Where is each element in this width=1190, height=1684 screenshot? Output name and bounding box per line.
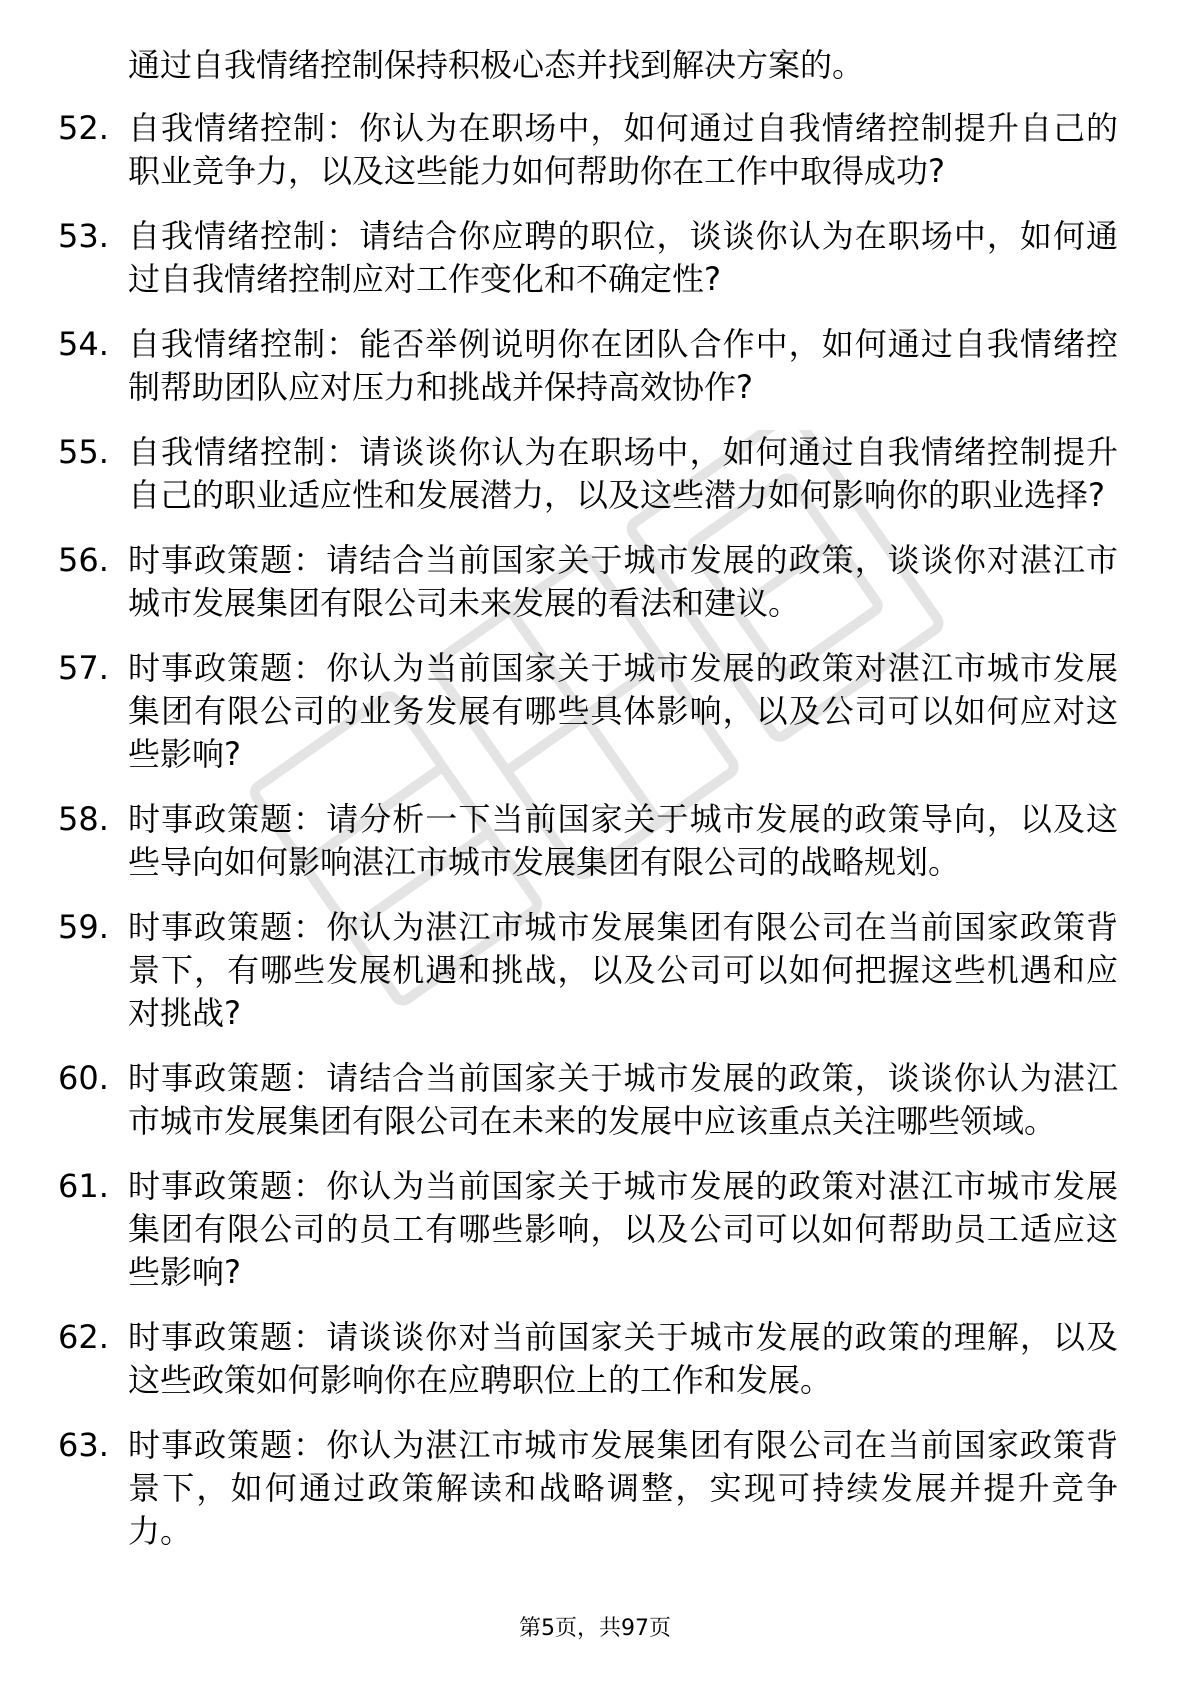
question-text: 自我情绪控制：你认为在职场中，如何通过自我情绪控制提升自己的职业竞争力，以及这些能力如何帮助你在工作中取得成功?: [128, 109, 1118, 190]
question-item: [58, 1424, 1118, 1553]
question-text: 时事政策题：你认为当前国家关于城市发展的政策对湛江市城市发展集团有限公司的员工有哪些影响，以及公司可以如何帮助员工适应这些影响?: [128, 1167, 1118, 1291]
page-number-footer: 第5页，共97页: [519, 1616, 671, 1641]
question-number: 60.: [58, 1059, 109, 1097]
question-item: [58, 323, 1118, 409]
question-text: 时事政策题：你认为湛江市城市发展集团有限公司在当前国家政策背景下，如何通过政策解读和战略调整，实现可持续发展并提升竞争力。: [128, 1426, 1118, 1550]
question-text: 自我情绪控制：能否举例说明你在团队合作中，如何通过自我情绪控制帮助团队应对压力和挑战并保持高效协作?: [128, 325, 1118, 406]
question-number: 58.: [58, 800, 109, 838]
question-text: 自我情绪控制：请谈谈你认为在职场中，如何通过自我情绪控制提升自己的职业适应性和发展潜力，以及这些潜力如何影响你的职业选择?: [128, 433, 1118, 514]
question-item: [58, 215, 1118, 301]
question-number: 53.: [58, 217, 109, 255]
question-number: 62.: [58, 1318, 109, 1356]
question-number: 61.: [58, 1167, 109, 1205]
question-text: 时事政策题：你认为湛江市城市发展集团有限公司在当前国家政策背景下，有哪些发展机遇和挑战，以及公司可以如何把握这些机遇和应对挑战?: [128, 908, 1118, 1032]
question-item: [58, 431, 1118, 517]
question-item: [58, 798, 1118, 884]
question-list: [58, 107, 1118, 1575]
question-item: [58, 647, 1118, 776]
question-number: 57.: [58, 649, 109, 687]
question-text: 时事政策题：你认为当前国家关于城市发展的政策对湛江市城市发展集团有限公司的业务发展有哪些具体影响，以及公司可以如何应对这些影响?: [128, 649, 1118, 773]
question-item: [58, 107, 1118, 193]
continuation-text: 通过自我情绪控制保持积极心态并找到解决方案的。: [128, 46, 865, 84]
question-number: 55.: [58, 433, 109, 471]
question-number: 52.: [58, 109, 109, 147]
question-item: [58, 1316, 1118, 1402]
question-text: 时事政策题：请分析一下当前国家关于城市发展的政策导向，以及这些导向如何影响湛江市城市发展集团有限公司的战略规划。: [128, 800, 1118, 881]
question-item: [58, 906, 1118, 1035]
question-number: 56.: [58, 541, 109, 579]
question-text: 时事政策题：请结合当前国家关于城市发展的政策，谈谈你认为湛江市城市发展集团有限公司在未来的发展中应该重点关注哪些领域。: [128, 1059, 1118, 1140]
question-text: 自我情绪控制：请结合你应聘的职位，谈谈你认为在职场中，如何通过自我情绪控制应对工作变化和不确定性?: [128, 217, 1118, 298]
question-item: [58, 1165, 1118, 1294]
question-number: 59.: [58, 908, 109, 946]
question-text: 时事政策题：请结合当前国家关于城市发展的政策，谈谈你对湛江市城市发展集团有限公司未来发展的看法和建议。: [128, 541, 1118, 622]
question-item: [58, 539, 1118, 625]
question-number: 54.: [58, 325, 109, 363]
question-item: [58, 1057, 1118, 1143]
question-text: 时事政策题：请谈谈你对当前国家关于城市发展的政策的理解，以及这些政策如何影响你在应聘职位上的工作和发展。: [128, 1318, 1118, 1399]
question-number: 63.: [58, 1426, 109, 1464]
